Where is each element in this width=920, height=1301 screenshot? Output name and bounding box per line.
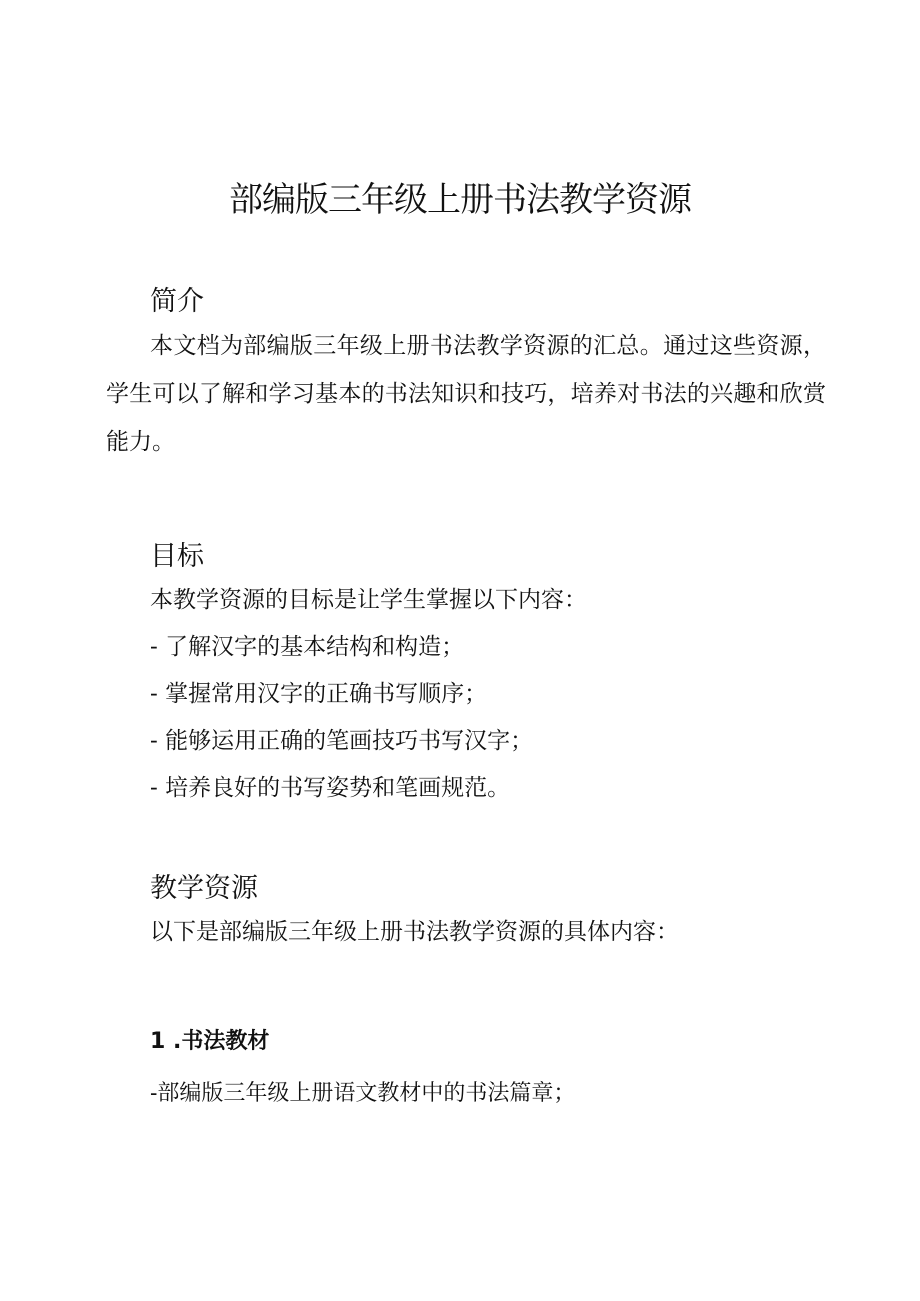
goals-item: - 了解汉字的基本结构和构造； <box>150 634 465 660</box>
textbook-heading: 1 .书法教材 <box>150 1029 270 1054</box>
textbook-subsection <box>106 1022 826 1114</box>
intro-section <box>106 282 826 466</box>
goals-heading: 目标 <box>150 541 204 572</box>
resources-section <box>106 869 826 956</box>
intro-paragraph: 本文档为部编版三年级上册书法教学资源的汇总。通过这些资源，学生可以了解和学习基本的书法知识和技巧，培养对书法的兴趣和欣赏能力。 <box>106 333 826 455</box>
goals-lead: 本教学资源的目标是让学生掌握以下内容： <box>150 587 587 613</box>
goals-item: - 培养良好的书写姿势和笔画规范。 <box>150 775 511 801</box>
goals-item: - 能够运用正确的笔画技巧书写汉字； <box>150 728 534 754</box>
resources-heading: 教学资源 <box>150 873 258 904</box>
textbook-item: -部编版三年级上册语文教材中的书法篇章； <box>150 1081 576 1106</box>
goals-section <box>106 537 826 812</box>
resources-lead: 以下是部编版三年级上册书法教学资源的具体内容： <box>150 919 679 945</box>
document-title: 部编版三年级上册书法教学资源 <box>229 180 691 220</box>
intro-heading: 简介 <box>150 286 204 317</box>
goals-item: - 掌握常用汉字的正确书写顺序； <box>150 681 488 707</box>
